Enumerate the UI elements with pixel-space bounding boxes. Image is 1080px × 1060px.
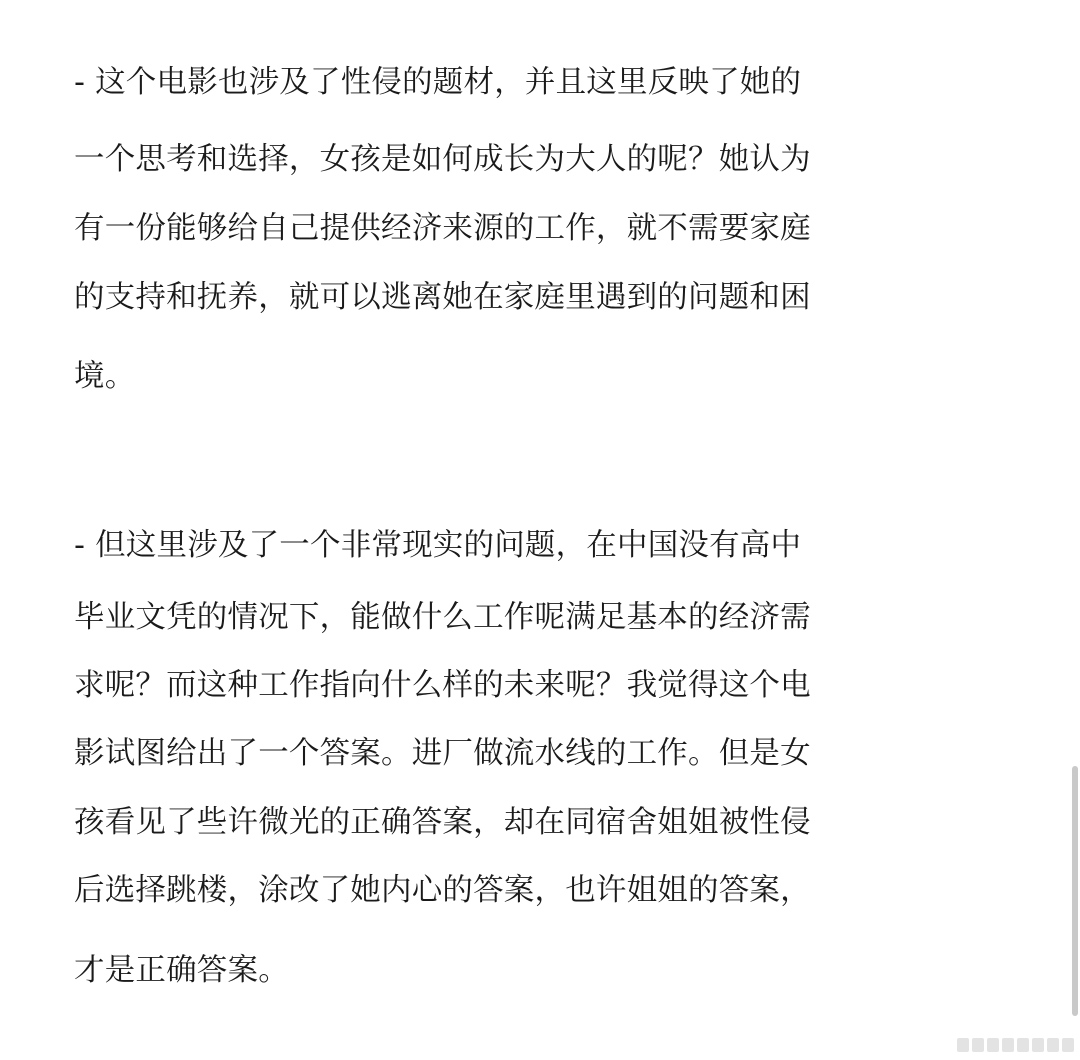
text-line: 才是正确答案。: [74, 953, 289, 988]
text-line: 后选择跳楼，涂改了她内心的答案，也许姐姐的答案，: [74, 873, 811, 908]
text-line: 一个思考和选择，女孩是如何成长为大人的呢？她认为: [74, 142, 811, 177]
text-line: 的支持和抚养，就可以逃离她在家庭里遇到的问题和困: [74, 280, 811, 315]
text-line: 影试图给出了一个答案。进厂做流水线的工作。但是女: [74, 736, 811, 771]
watermark-logo: [957, 1038, 1074, 1052]
text-line: 毕业文凭的情况下，能做什么工作呢满足基本的经济需: [74, 600, 811, 635]
text-line: - 但这里涉及了一个非常现实的问题，在中国没有高中: [74, 528, 802, 563]
scrollbar[interactable]: [1072, 766, 1078, 1016]
text-line: 求呢？而这种工作指向什么样的未来呢？我觉得这个电: [74, 668, 811, 703]
text-line: 境。: [74, 359, 136, 394]
text-line: - 这个电影也涉及了性侵的题材，并且这里反映了她的: [74, 65, 802, 100]
text-line: 有一份能够给自己提供经济来源的工作，就不需要家庭: [74, 211, 811, 246]
text-line: 孩看见了些许微光的正确答案，却在同宿舍姐姐被性侵: [74, 805, 811, 840]
